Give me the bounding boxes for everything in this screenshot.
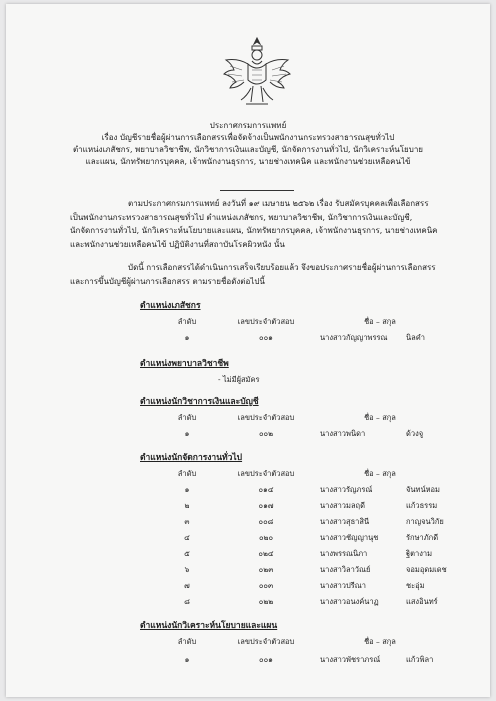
paragraph-2-line-2: และการขึ้นบัญชีผู้ผ่านการเลือกสรร ตามรายชื่อดังต่อไปนี้ (70, 277, 265, 286)
row-last-name: นิลคำ (406, 333, 425, 342)
row-first-name: นางพรรณนิภา (320, 549, 368, 558)
column-header-order: ลำดับ (177, 637, 197, 646)
row-exam-id: ๐๑๗ (258, 501, 274, 510)
row-last-name: จอมอุดมเดช (406, 565, 447, 574)
row-exam-id: ๐๐๘ (258, 517, 274, 526)
row-last-name: กาญจนวิกัย (406, 517, 444, 526)
row-first-name: นางสาวพนิดา (320, 429, 366, 438)
row-first-name: นางสาวพัชราภรณ์ (320, 655, 381, 664)
document-page (6, 4, 490, 697)
row-exam-id: ๐๑๔ (258, 485, 274, 494)
row-exam-id: ๐๒๒ (258, 597, 274, 606)
row-last-name: แก้วพิลา (406, 655, 434, 664)
row-first-name: นางสาวิลาวัณย์ (320, 565, 371, 574)
column-header-order: ลำดับ (177, 413, 197, 422)
row-exam-id: ๐๒๐ (258, 533, 274, 542)
row-last-name: แสงอินทร์ (406, 597, 438, 606)
row-last-name: ชะอุ่ม (406, 581, 425, 590)
row-first-name: นางสาวอนงค์นาฏ (320, 597, 379, 606)
row-order: ๑ (184, 655, 190, 664)
column-header-name: ชื่อ – สกุล (364, 317, 396, 326)
column-header-exam-id: เลขประจำตัวสอบ (237, 469, 295, 478)
subject-line-1: เรื่อง บัญชีรายชื่อผู้ผ่านการเลือกสรรเพื่อจัดจ้างเป็นพนักงานกระทรวงสาธารณสุขทั่วไป (101, 133, 395, 142)
row-order: ๗ (184, 581, 190, 590)
row-exam-id: ๐๐๒ (258, 429, 274, 438)
section-heading: ตำแหน่งพยาบาลวิชาชีพ (140, 359, 229, 369)
row-order: ๓ (184, 517, 190, 526)
subject-line-2: ตำแหน่งเภสัชกร, พยาบาลวิชาชีพ, นักวิชาการเงินและบัญชี, นักจัดการงานทั่วไป, นักวิเคราะห์นโยบาย (72, 145, 423, 154)
row-exam-id: ๐๐๓ (258, 581, 274, 590)
column-header-name: ชื่อ – สกุล (364, 469, 396, 478)
row-order: ๒ (184, 501, 190, 510)
row-first-name: นางสาวสุธาสินี (320, 517, 370, 526)
section-heading: ตำแหน่งนักจัดการงานทั่วไป (140, 453, 243, 463)
column-header-name: ชื่อ – สกุล (364, 413, 396, 422)
no-applicants-note: - ไม่มีผู้สมัคร (218, 375, 260, 384)
row-first-name: นางสาวปรีณา (320, 581, 366, 590)
row-order: ๔ (184, 533, 190, 542)
row-exam-id: ๐๒๓ (258, 565, 274, 574)
row-first-name: นางสาวมลฤดี (320, 501, 365, 510)
column-header-exam-id: เลขประจำตัวสอบ (237, 317, 295, 326)
garuda-emblem (222, 34, 292, 110)
row-first-name: นางสาวชัญญานุช (320, 533, 379, 542)
paragraph-1-line-1: ตามประกาศกรมการแพทย์ ลงวันที่ ๑๙ เมษายน ๒๕๖๒ เรื่อง รับสมัครบุคคลเพื่อเลือกสรร (128, 199, 429, 208)
section-heading: ตำแหน่งนักวิเคราะห์นโยบายและแผน (140, 621, 278, 631)
row-last-name: ด้วงจู (406, 429, 424, 438)
section-heading: ตำแหน่งเภสัชกร (140, 301, 201, 311)
row-order: ๑ (184, 485, 190, 494)
row-exam-id: ๐๐๑ (259, 655, 273, 664)
column-header-exam-id: เลขประจำตัวสอบ (237, 637, 295, 646)
divider-rule (220, 190, 294, 191)
row-order: ๑ (184, 333, 190, 342)
paragraph-1-line-2: เป็นพนักงานกระทรวงสาธารณสุขทั่วไป ตำแหน่งเภสัชกร, พยาบาลวิชาชีพ, นักวิชาการเงินและบัญชี, (70, 213, 413, 222)
row-exam-id: ๐๒๔ (258, 549, 274, 558)
row-order: ๖ (184, 565, 190, 574)
row-first-name: นางสาวกัญญาพรรณ (320, 333, 388, 342)
row-order: ๘ (184, 597, 190, 606)
paragraph-1-line-3: นักจัดการงานทั่วไป, นักวิเคราะห์นโยบายและแผน, นักทรัพยากรบุคคล, เจ้าพนักงานธุรการ, นายช่างเทคนิค (70, 226, 438, 235)
column-header-name: ชื่อ – สกุล (364, 637, 396, 646)
section-heading: ตำแหน่งนักวิชาการเงินและบัญชี (140, 397, 259, 407)
column-header-order: ลำดับ (177, 317, 197, 326)
row-order: ๑ (184, 429, 190, 438)
row-last-name: จันทน์หอม (406, 485, 440, 494)
paragraph-2-line-1: บัดนี้ การเลือกสรรได้ดำเนินการเสร็จเรียบร้อยแล้ว จึงขอประกาศรายชื่อผู้ผ่านการเลือกสรร (128, 263, 436, 272)
column-header-exam-id: เลขประจำตัวสอบ (237, 413, 295, 422)
row-last-name: ฐิตางาม (406, 549, 433, 558)
paragraph-1-line-4: และพนักงานช่วยเหลือคนไข้ ปฏิบัติงานที่สถาบันโรคผิวหนัง นั้น (70, 240, 285, 249)
row-last-name: แก้วธรรม (406, 501, 438, 510)
subject-line-3: และแผน, นักทรัพยากรบุคคล, เจ้าพนักงานธุรการ, นายช่างเทคนิค และพนักงานช่วยเหลือคนไข้ (85, 157, 411, 166)
row-exam-id: ๐๐๑ (259, 333, 273, 342)
row-order: ๕ (184, 549, 190, 558)
column-header-order: ลำดับ (177, 469, 197, 478)
row-last-name: รักษาภักดี (406, 533, 439, 542)
announcement-title: ประกาศกรมการแพทย์ (209, 121, 287, 130)
row-first-name: นางสาวรัญภรณ์ (320, 485, 373, 494)
